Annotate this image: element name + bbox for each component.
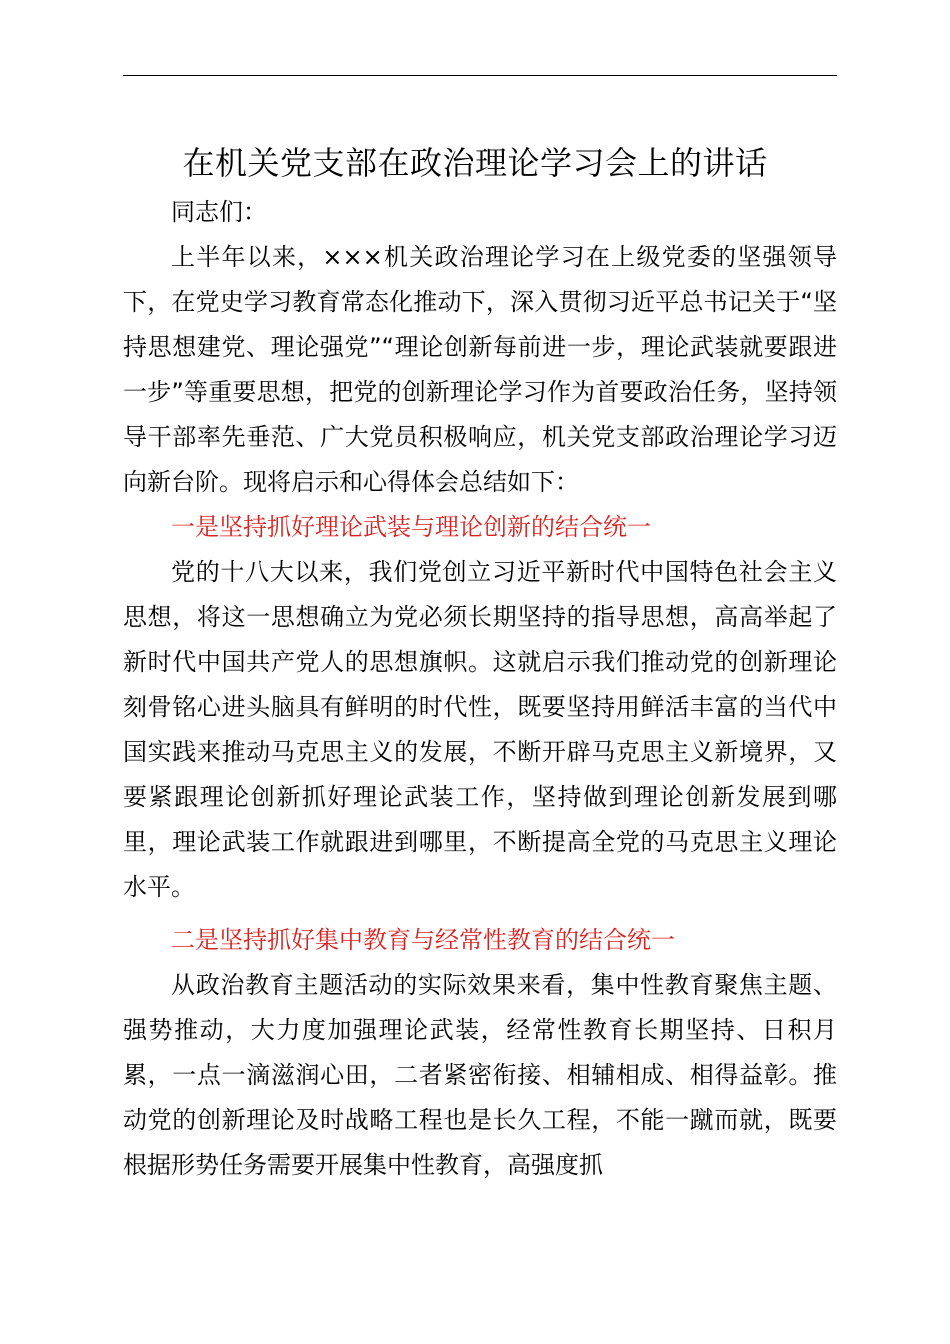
document-body [123,190,837,1188]
section-body-1: 党的十八大以来，我们党创立习近平新时代中国特色社会主义思想，将这一思想确立为党必须长期坚持的指导思想，高高举起了新时代中国共产党人的思想旗帜。这就启示我们推动党的创新理论刻骨铭心进头脑具有鲜明的时代性，既要坚持用鲜活丰富的当代中国实践来推动马克思主义的发展，不断开辟马克思主义新境界，又要紧跟理论创新抓好理论武装工作，坚持做到理论创新发展到哪里，理论武装工作就跟进到哪里，不断提高全党的马克思主义理论水平。 [123,558,837,901]
header-rule [123,75,837,76]
section-heading-2: 二是坚持抓好集中教育与经常性教育的结合统一 [171,926,675,954]
document-title: 在机关党支部在政治理论学习会上的讲话 [182,144,768,182]
section-heading-1: 一是坚持抓好理论武装与理论创新的结合统一 [171,513,651,541]
section-body-2: 从政治教育主题活动的实际效果来看，集中性教育聚焦主题、强势推动，大力度加强理论武装，经常性教育长期坚持、日积月累，一点一滴滋润心田，二者紧密衔接、相辅相成、相得益彰。推动党的创新理论及时战略工程也是长久工程，不能一蹴而就，既要根据形势任务需要开展集中性教育，高强度抓 [123,971,837,1179]
intro-paragraph: 上半年以来，×××机关政治理论学习在上级党委的坚强领导下，在党史学习教育常态化推动下，深入贯彻习近平总书记关于“坚持思想建党、理论强党”“理论创新每前进一步，理论武装就要跟进一步”等重要思想，把党的创新理论学习作为首要政治任务，坚持领导干部率先垂范、广大党员积极响应，机关党支部政治理论学习迈向新台阶。现将启示和心得体会总结如下： [123,243,837,496]
salutation: 同志们： [171,198,267,226]
